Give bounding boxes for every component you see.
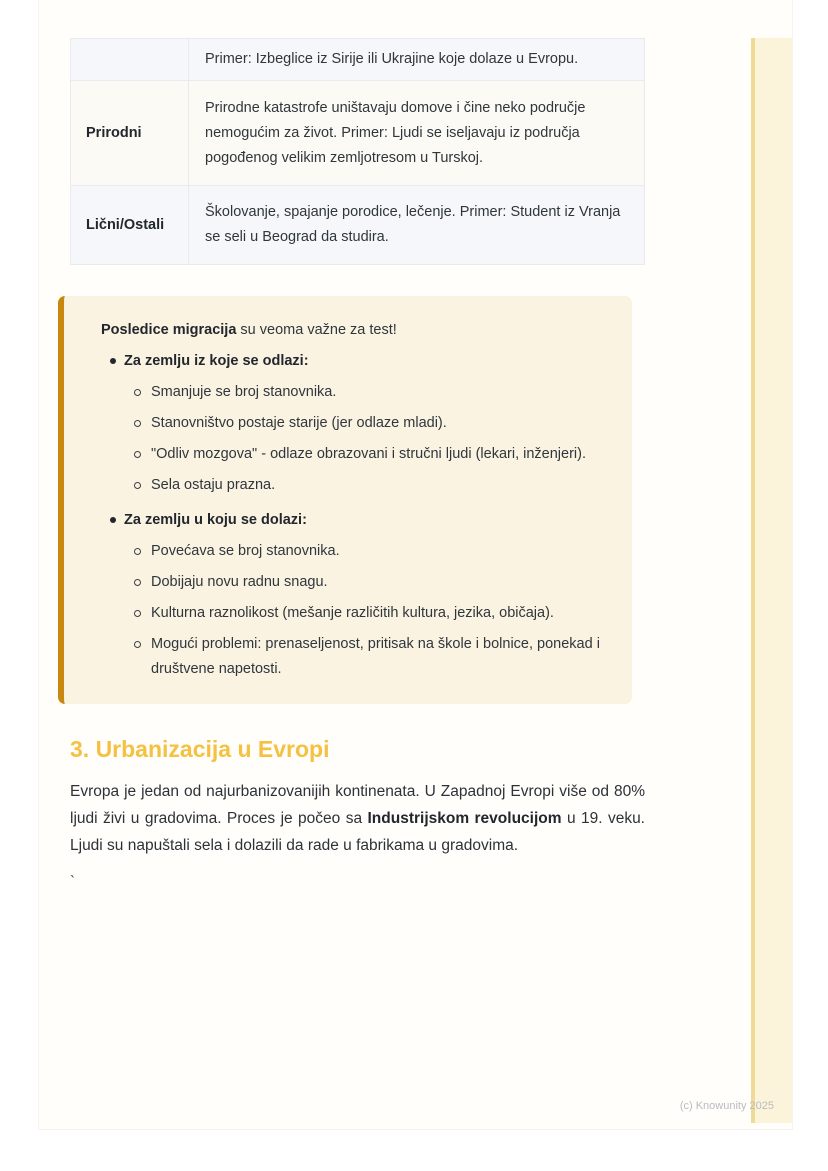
table-cell-label: Lični/Ostali [71,186,189,265]
list-item-level2: Smanjuje se broj stanovnika. [101,380,624,405]
paragraph-text: Evropa je jedan od najurbanizovanijih kontinenata. U Zapadnoj Evropi više od 80% ljudi živi u gradovima. Proces je počeo sa [70,783,645,827]
bullet-circle-icon [134,451,141,458]
bullet-circle-icon [134,389,141,396]
paragraph-text: u 19. veku. Ljudi su napuštali sela i dolazili da rade u fabrikama u gradovima. [70,810,645,854]
table-cell-label: Prirodni [71,81,189,186]
migration-reasons-table [70,38,645,265]
highlight-note [58,296,632,704]
list-item-level2: Stanovništvo postaje starije (jer odlaze mladi). [101,411,624,436]
document-page [38,0,793,1130]
note-intro-bold: Posledice migracija [101,322,237,338]
bullet-circle-icon [134,548,141,555]
note-group [101,349,624,498]
table-row [71,81,645,186]
table-cell-text: Školovanje, spajanje porodice, lečenje. Primer: Student iz Vranja se seli u Beograd da studira. [189,186,645,265]
list-item-level2: Povećava se broj stanovnika. [101,539,624,564]
bullet-dot-icon [110,358,116,364]
list-item-level2: "Odliv mozgova" - odlaze obrazovani i stručni ljudi (lekari, inženjeri). [101,442,624,467]
paragraph-bold-term: Industrijskom revolucijom [367,810,562,827]
bullet-circle-icon [134,610,141,617]
list-item-level1: Za zemlju u koju se dolazi: [101,508,624,533]
note-intro-rest: su veoma važne za test! [236,322,397,338]
note-intro [101,318,624,343]
list-item-level2: Mogući problemi: prenaseljenost, pritisak na škole i bolnice, ponekad i društvene napetosti. [101,632,624,682]
bullet-circle-icon [134,482,141,489]
table-cell-text: Primer: Izbeglice iz Sirije ili Ukrajine koje dolaze u Evropu. [189,39,645,81]
copyright-footer: (c) Knowunity 2025 [679,1100,774,1112]
section-heading: 3. Urbanizacija u Evropi [70,736,330,762]
list-item-level2: Sela ostaju prazna. [101,473,624,498]
table-row [71,186,645,265]
section-paragraph [70,778,645,859]
list-item-level2: Kulturna raznolikost (mešanje različitih kultura, jezika, običaja). [101,601,624,626]
table-row [71,39,645,81]
bullet-circle-icon [134,579,141,586]
bullet-circle-icon [134,641,141,648]
table-cell-text: Prirodne katastrofe uništavaju domove i čine neko područje nemogućim za život. Primer: Ljudi se iseljavaju iz područja pogođenog velikim zemljotresom u Turskoj. [189,81,645,186]
list-item-level2: Dobijaju novu radnu snagu. [101,570,624,595]
stray-backtick-character: ` [70,873,75,890]
table-cell-label [71,39,189,81]
page-edge-ribbon [751,38,792,1123]
bullet-dot-icon [110,517,116,523]
list-item-level1: Za zemlju iz koje se odlazi: [101,349,624,374]
page-content [70,0,645,890]
bullet-circle-icon [134,420,141,427]
note-group [101,508,624,682]
